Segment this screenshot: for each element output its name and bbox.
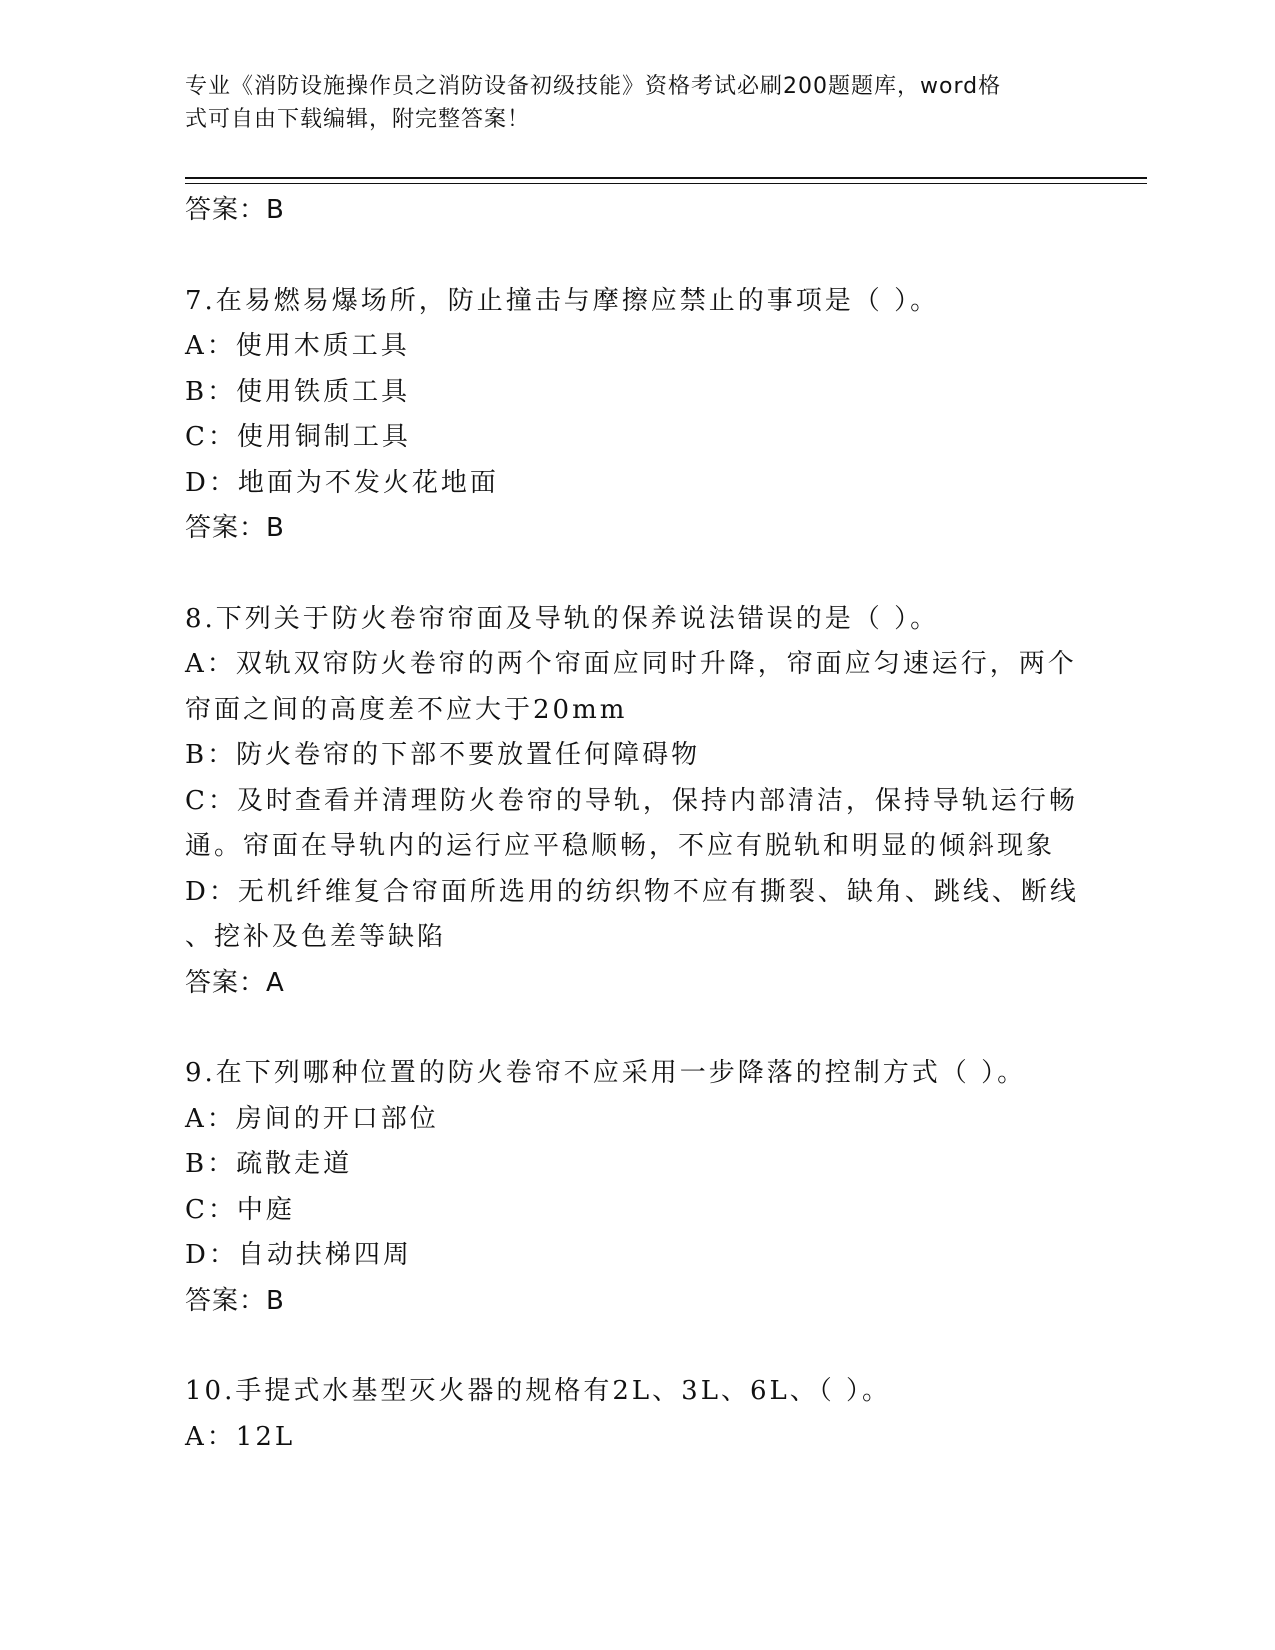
- answer: 答案：A: [185, 967, 285, 998]
- question-stem: 8.下列关于防火卷帘帘面及导轨的保养说法错误的是（ ）。: [185, 603, 940, 634]
- header-line-2: 式可自由下载编辑，附完整答案！: [185, 107, 531, 132]
- header-rule-thin: [185, 183, 1147, 184]
- question-stem: 9.在下列哪种位置的防火卷帘不应采用一步降落的控制方式（ ）。: [185, 1058, 1027, 1088]
- option-a: A：使用木质工具: [185, 331, 410, 361]
- answer: 答案：B: [185, 513, 285, 543]
- question-stem: 10.手提式水基型灭火器的规格有2L、3L、6L、（ ）。: [185, 1376, 892, 1406]
- header-rule-thick: [185, 177, 1147, 179]
- question-9: [185, 1051, 1085, 1324]
- spacer: [185, 1006, 1085, 1051]
- question-7: [185, 279, 1085, 552]
- option-d: D：自动扶梯四周: [185, 1240, 412, 1270]
- answer: 答案：B: [185, 1285, 285, 1316]
- option-c-continued: 通。帘面在导轨内的运行应平稳顺畅，不应有脱轨和明显的倾斜现象: [185, 831, 1056, 861]
- option-a: A：12L: [185, 1421, 296, 1452]
- spacer: [185, 552, 1085, 597]
- option-a: A：房间的开口部位: [185, 1103, 439, 1134]
- page-header: [185, 70, 1065, 136]
- option-d: D：地面为不发火花地面: [185, 467, 499, 498]
- answer-prev: 答案：B: [185, 195, 285, 225]
- option-a: A：双轨双帘防火卷帘的两个帘面应同时升降，帘面应匀速运行，两个: [185, 649, 1077, 679]
- option-d-continued: 、挖补及色差等缺陷: [185, 922, 447, 952]
- question-8: [185, 597, 1085, 1007]
- option-d: D：无机纤维复合帘面所选用的纺织物不应有撕裂、缺角、跳线、断线: [185, 876, 1079, 907]
- question-10: [185, 1369, 1085, 1460]
- spacer: [185, 234, 1085, 279]
- option-b: B：疏散走道: [185, 1149, 353, 1179]
- spacer: [185, 1324, 1085, 1369]
- option-c: C：及时查看并清理防火卷帘的导轨，保持内部清洁，保持导轨运行畅: [185, 785, 1078, 816]
- option-a-continued: 帘面之间的高度差不应大于20mm: [185, 694, 628, 725]
- option-b: B：使用铁质工具: [185, 376, 411, 407]
- question-stem: 7.在易燃易爆场所，防止撞击与摩擦应禁止的事项是（ ）。: [185, 285, 940, 316]
- option-b: B：防火卷帘的下部不要放置任何障碍物: [185, 740, 701, 770]
- option-c: C：中庭: [185, 1194, 295, 1225]
- header-line-1: 专业《消防设施操作员之消防设备初级技能》资格考试必刷200题题库，word格: [185, 74, 1002, 99]
- question-list: [185, 188, 1085, 1460]
- option-c: C：使用铜制工具: [185, 422, 411, 452]
